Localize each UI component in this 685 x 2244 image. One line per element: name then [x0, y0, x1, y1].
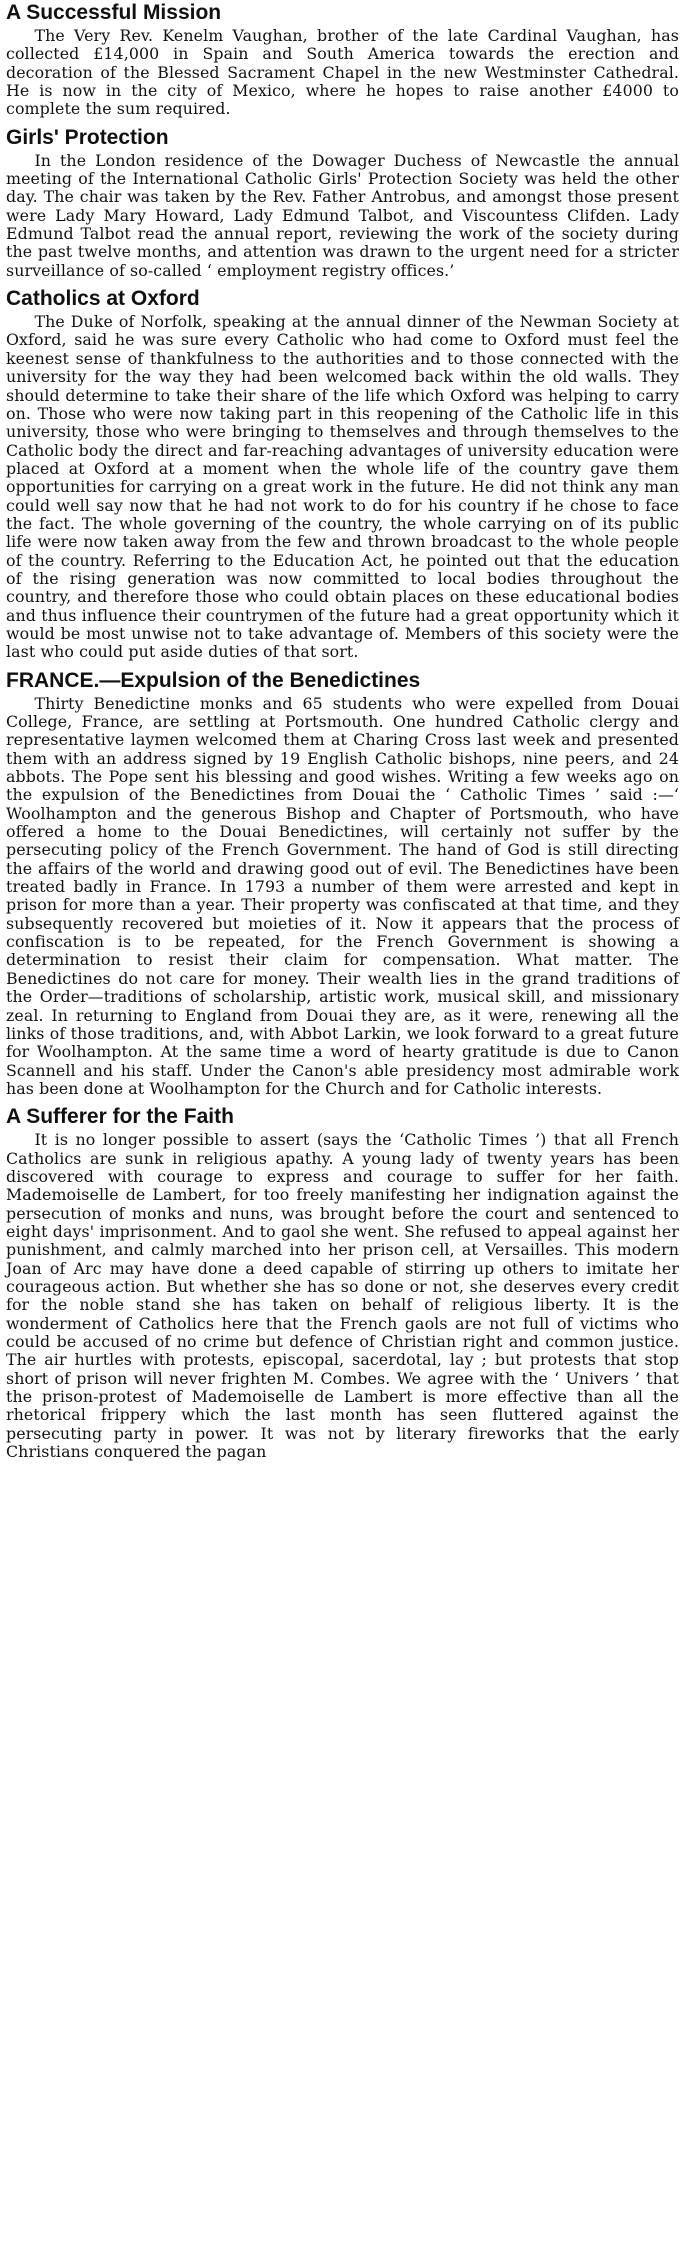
article-catholics-at-oxford — [6, 286, 679, 662]
headline: A Sufferer for the Faith — [6, 1105, 234, 1129]
article-body: In the London residence of the Dowager Duchess of Newcastle the annual meeting of the International Catholic Girls' Protection Society was held the other day. The chair was taken by the Rev. Father Antrobus, and amongst those present were Lady Mary Howard, Lady Edmund Talbot, and Viscountess Clifden. Lady Edmund Talbot read the annual report, reviewing the work of the society during the past twelve months, and attention was drawn to the urgent need for a stricter surveillance of so-called ‘ employment registry offices.’ — [6, 150, 679, 280]
article-body: Thirty Benedictine monks and 65 students who were expelled from Douai College, France, are settling at Portsmouth. One hundred Catholic clergy and representative laymen welcomed them at Charing Cross last week and presented them with an address signed by 19 English Catholic bishops, nine peers, and 24 abbots. The Pope sent his blessing and good wishes. Writing a few weeks ago on the expulsion of the Benedictines from Douai the ‘ Catholic Times ’ said :—‘ Woolhampton and the generous Bishop and Chapter of Portsmouth, who have offered a home to the Douai Benedictines, will certainly not suffer by the persecuting policy of the French Government. The hand of God is still directing the affairs of the world and drawing good out of evil. The Benedictines have been treated badly in France. In 1793 a number of them were arrested and kept in prison for more than a year. Their property was confiscated at that time, and they subsequently recovered but moieties of it. Now it appears that the process of confiscation is to be repeated, for the French Government is showing a determination to resist their claim for compensation. What matter. The Benedictines do not care for money. Their wealth lies in the grand traditions of the Order—traditions of scholarship, artistic work, musical skill, and missionary zeal. In returning to England from Douai they are, as it were, renewing all the links of those traditions, and, with Abbot Larkin, we look forward to a great future for Woolhampton. At the same time a word of hearty gratitude is due to Canon Scannell and his staff. Under the Canon's able presidency most admirable work has been done at Woolhampton for the Church and for Catholic interests. — [6, 693, 679, 1098]
headline: FRANCE.—Expulsion of the Benedictines — [6, 668, 421, 692]
article-expulsion-of-benedictines — [6, 668, 679, 1099]
article-sufferer-for-the-faith — [6, 1104, 679, 1461]
article-body: The Very Rev. Kenelm Vaughan, brother of the late Cardinal Vaughan, has collected £14,000 in Spain and South America towards the erection and decoration of the Blessed Sacrament Chapel in the new Westminster Cathedral. He is now in the city of Mexico, where he hopes to raise another £4000 to complete the sum required. — [6, 26, 679, 119]
article-body: The Duke of Norfolk, speaking at the annual dinner of the Newman Society at Oxford, said he was sure every Catholic who had come to Oxford must feel the keenest sense of thankfulness to the authorities and to those connected with the university for the way they had been welcomed back within the old walls. They should determine to take their share of the life which Oxford was helping to carry on. Those who were now taking part in this reopening of the Catholic life in this university, those who were bringing to themselves and through themselves to the Catholic body the direct and far-reaching advantages of university education were placed at Oxford at a moment when the whole life of the country gave them opportunities for carrying on a great work in the future. He did not think any man could well say now that he had not work to do for his country if he chose to face the fact. The whole governing of the country, the whole carrying on of its public life were now taken away from the few and thrown broadcast to the whole people of the country. Referring to the Education Act, he pointed out that the education of the rising generation was now committed to local bodies throughout the country, and therefore those who could obtain places on these educational bodies and thus influence their countrymen of the future had a great opportunity which it would be most unwise not to take advantage of. Members of this society were the last who could put aside duties of that sort. — [6, 312, 679, 662]
article-successful-mission — [6, 0, 679, 119]
headline: Girls' Protection — [6, 125, 169, 149]
article-girls-protection — [6, 125, 679, 280]
article-body: It is no longer possible to assert (says the ‘Catholic Times ’) that all French Catholics are sunk in religious apathy. A young lady of twenty years has been discovered with courage to express and courage to suffer for her faith. Mademoiselle de Lambert, for too freely manifesting her indignation against the persecution of monks and nuns, was brought before the court and sentenced to eight days' imprisonment. And to gaol she went. She refused to appeal against her punishment, and calmly marched into her prison cell, at Versailles. This modern Joan of Arc may have done a deed capable of stirring up others to imitate her courageous action. But whether she has so done or not, she deserves every credit for the noble stand she has taken on behalf of religious liberty. It is the wonderment of Catholics here that the French gaols are not full of victims who could be accused of no crime but defence of Christian right and common justice. The air hurtles with protests, episcopal, sacerdotal, lay ; but protests that stop short of prison will never frighten M. Combes. We agree with the ‘ Univers ’ that the prison-protest of Mademoiselle de Lambert is more effective than all the rhetorical frippery which the last month has seen fluttered against the persecuting party in power. It was not by literary fireworks that the early Christians conquered the pagan — [6, 1130, 679, 1462]
headline: Catholics at Oxford — [6, 287, 200, 311]
headline: A Successful Mission — [6, 1, 222, 24]
